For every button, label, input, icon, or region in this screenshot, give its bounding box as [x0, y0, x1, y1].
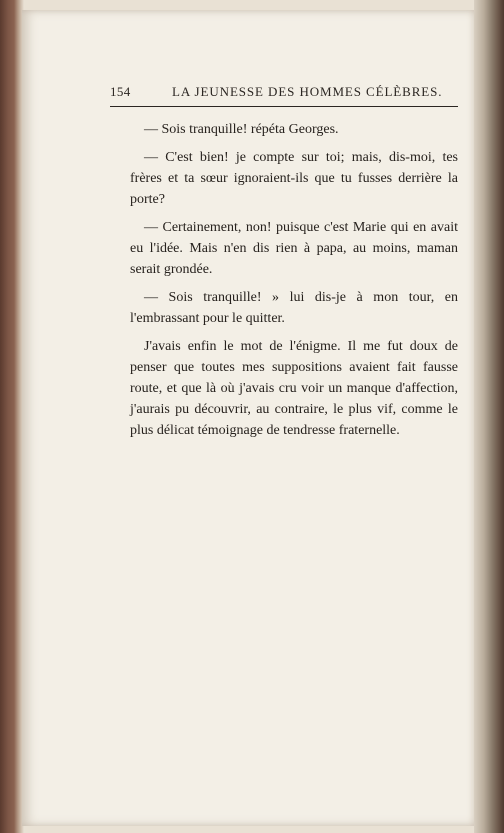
page-number: 154	[110, 84, 131, 99]
header-rule	[110, 106, 458, 107]
paragraph: — C'est bien! je compte sur toi; mais, dis-moi, tes frères et ta sœur ignoraient-ils que tu fusses derrière la porte?	[130, 150, 458, 207]
paragraph: — Certainement, non! puisque c'est Marie qui en avait eu l'idée. Mais n'en dis rien à papa, au moins, maman serait grondée.	[130, 220, 458, 277]
paragraph: — Sois tranquille! » lui dis-je à mon tour, en l'embrassant pour le quitter.	[130, 290, 458, 326]
running-header	[110, 84, 458, 104]
page-edge-right	[474, 0, 504, 833]
running-title: LA JEUNESSE DES HOMMES CÉLÈBRES.	[172, 84, 443, 99]
paragraph: — Sois tranquille! répéta Georges.	[144, 122, 339, 137]
body-text	[130, 119, 458, 441]
paragraph: J'avais enfin le mot de l'énigme. Il me fut doux de penser que toutes mes suppositions avaient fait fausse route, et que là où j'avais cru voir un manque d'affection, j'aurais pu découvrir, au contraire, le plus vif, comme le plus délicat témoignage de tendresse fraternelle.	[130, 339, 458, 438]
